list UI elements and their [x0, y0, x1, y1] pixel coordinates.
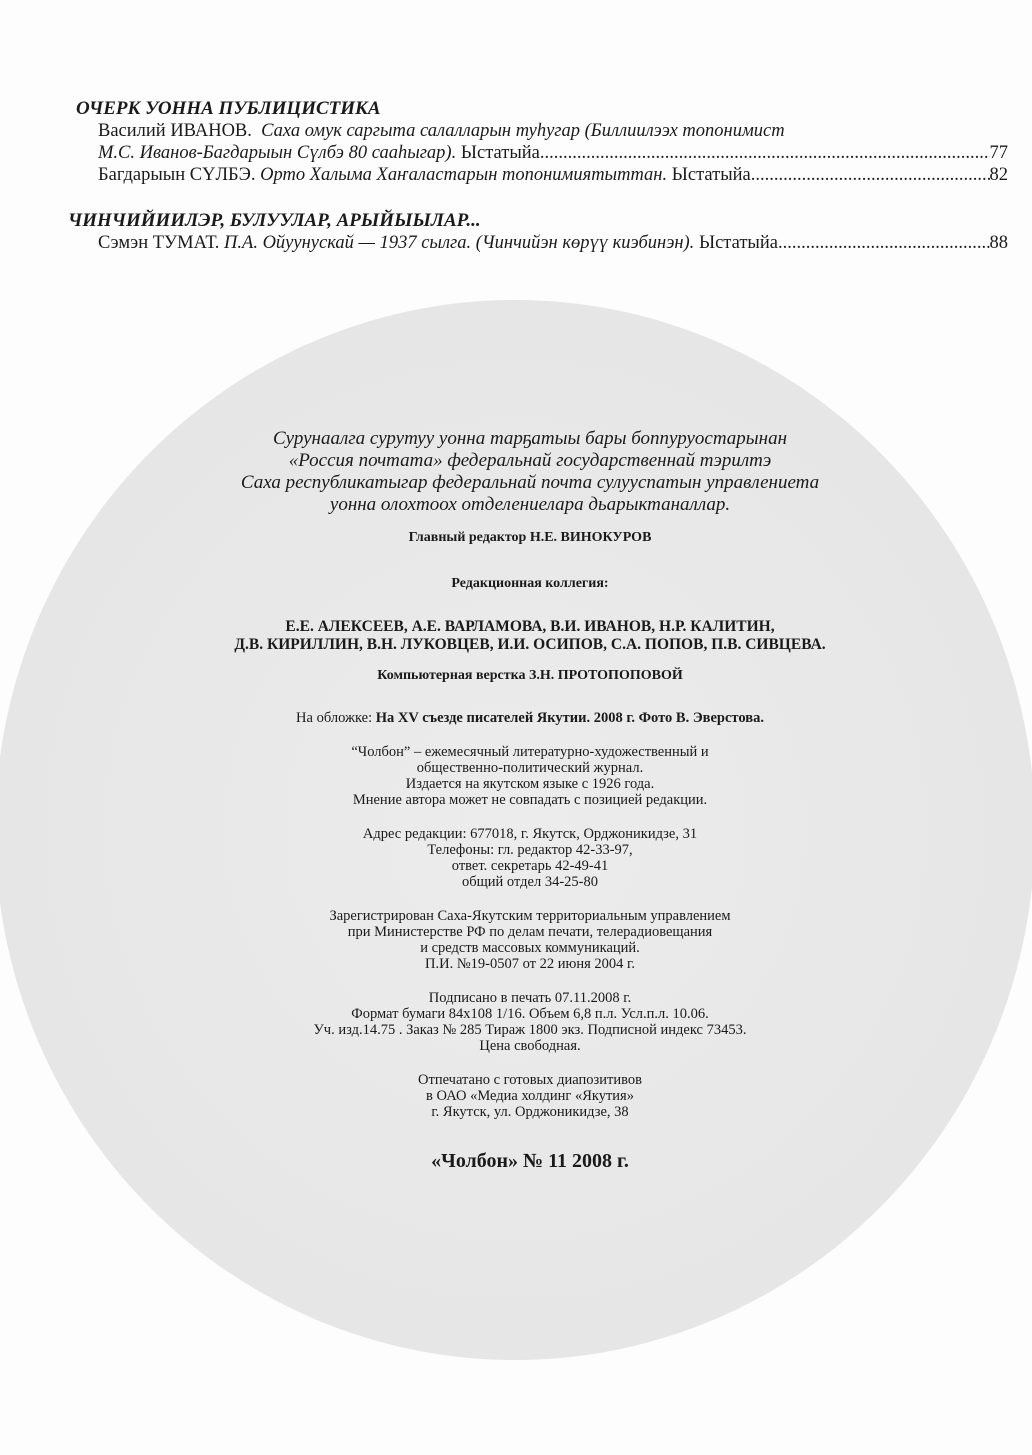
line: Мнение автора может не совпадать с позицией редакции. [352, 792, 708, 808]
line: Саха республикатыгар федеральнай почта сулууспатын управлениета [240, 472, 820, 493]
line: Формат бумаги 84x108 1/16. Объем 6,8 п.л. Усл.п.л. 10.06. [351, 1006, 709, 1022]
toc-entry [98, 120, 1008, 164]
entry-genre: Ыстатыйа [460, 143, 540, 163]
entry-author: Сэмэн ТУМАТ. [98, 233, 220, 253]
entry-genre: Ыстатыйа [671, 165, 751, 185]
line: Цена свободная. [479, 1038, 581, 1054]
about-journal [160, 744, 900, 808]
table-of-contents [68, 98, 1008, 254]
toc-entry [98, 164, 1008, 186]
board-label: Редакционная коллегия: [451, 576, 609, 591]
line: ответ. секретарь 42-49-41 [451, 858, 609, 874]
entry-page: 88 [989, 233, 1008, 253]
line: общий отдел 34-25-80 [462, 874, 598, 890]
entry-title: П.А. Ойуунускай — 1937 сылга. (Чинчийэн көрүү киэбинэн). [224, 233, 695, 253]
entry-page: 77 [989, 143, 1008, 163]
entry-genre: Ыстатыйа [698, 233, 778, 253]
line: Отпечатано с готовых диапозитивов [418, 1072, 642, 1088]
line: общественно-политический журнал. [416, 760, 644, 776]
line: П.И. №19-0507 от 22 июня 2004 г. [425, 956, 635, 972]
line: Издается на якутском языке с 1926 года. [405, 776, 655, 792]
line: г. Якутск, ул. Орджоникидзе, 38 [431, 1104, 629, 1120]
line: в ОАО «Медиа холдинг «Якутия» [426, 1088, 634, 1104]
section-title: ОЧЕРК УОННА ПУБЛИЦИСТИКА [76, 98, 381, 119]
print-info [160, 990, 900, 1054]
line: Адрес редакции: 677018, г. Якутск, Орджоникидзе, 31 [362, 826, 698, 842]
line: Д.В. КИРИЛЛИН, В.Н. ЛУКОВЦЕВ, И.И. ОСИПОВ, С.А. ПОПОВ, П.В. СИВЦЕВА. [234, 636, 826, 653]
line: уонна олохтоох отделениелара дьарыктаналлар. [329, 494, 731, 515]
chief-editor: Главный редактор Н.Е. ВИНОКУРОВ [408, 530, 652, 545]
toc-entry [98, 232, 1008, 254]
registration [160, 908, 900, 972]
entry-page: 82 [989, 165, 1008, 185]
section-title: ЧИНЧИЙИИЛЭР, БУЛУУЛАР, АРЫЙЫЫЛАР... [68, 210, 481, 231]
imprint [160, 428, 900, 1173]
cover-label: На обложке: [296, 710, 373, 726]
line: Телефоны: гл. редактор 42-33-97, [427, 842, 633, 858]
subscription-info [160, 428, 900, 516]
line: Сурунаалга сурутуу уонна тарҕатыы бары боппуруостарынан [272, 428, 788, 449]
line: Е.Е. АЛЕКСЕЕВ, А.Е. ВАРЛАМОВА, В.И. ИВАНОВ, Н.Р. КАЛИТИН, [285, 618, 775, 635]
cover-info [160, 710, 900, 726]
line: Зарегистрирован Саха-Якутским территориальным управлением [329, 908, 731, 924]
address [160, 826, 900, 890]
editorial-board [160, 618, 900, 654]
entry-author: Багдарыын СҮЛБЭ. [98, 165, 256, 185]
layout-credit: Компьютерная верстка З.Н. ПРОТОПОПОВОЙ [377, 668, 683, 683]
cover-text: На XV съезде писателей Якутии. 2008 г. Фото В. Эверстова. [375, 710, 764, 726]
line: при Министерстве РФ по делам печати, телерадиовещания [347, 924, 713, 940]
line: “Чолбон” – ежемесячный литературно-художественный и [351, 744, 709, 760]
entry-title: Саха омук саргыта салалларын туһугар (Биллиилээх топонимист [261, 121, 785, 141]
line: Уч. изд.14.75 . Заказ № 285 Тираж 1800 экз. Подписной индекс 73453. [313, 1022, 747, 1038]
line: Подписано в печать 07.11.2008 г. [428, 990, 632, 1006]
entry-title: Орто Халыма Хаҥаластарын топонимиятыттан. [260, 165, 668, 185]
entry-title: М.С. Иванов-Багдарыын Сүлбэ 80 сааһыгар). [98, 143, 457, 163]
printer-info [160, 1072, 900, 1120]
issue-title: «Чолбон» № 11 2008 г. [431, 1150, 629, 1172]
line: и средств массовых коммуникаций. [420, 940, 640, 956]
entry-author: Василий ИВАНОВ. [98, 121, 252, 141]
line: «Россия почтата» федеральнай государственнай тэрилтэ [288, 450, 772, 471]
